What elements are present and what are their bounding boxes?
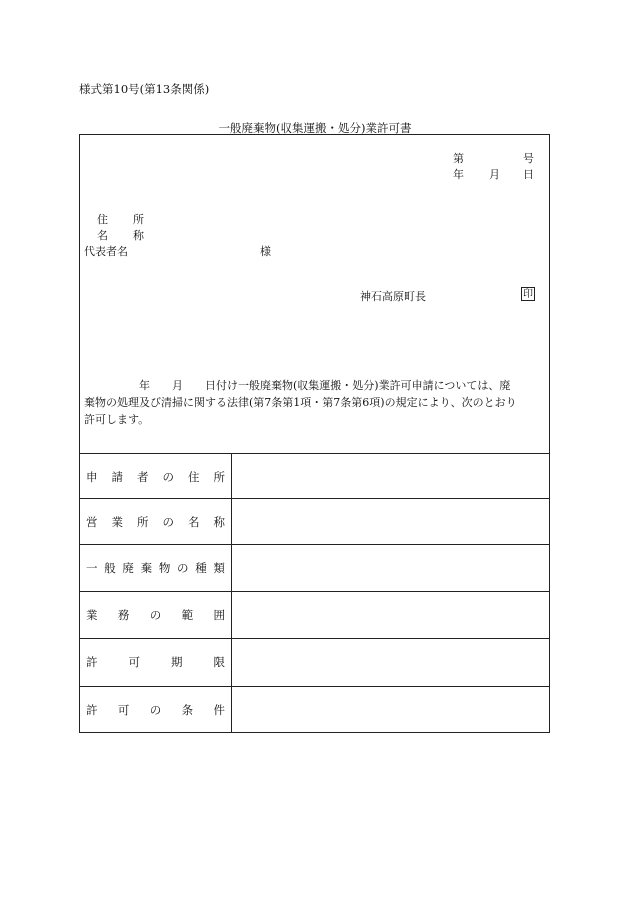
row-waste-type: [79, 544, 550, 591]
row-value-field[interactable]: [232, 592, 550, 638]
row-label: 許 可 期 限: [86, 655, 225, 669]
representative-label: 代表者名: [84, 245, 128, 258]
doc-number-dai: 第: [453, 152, 464, 165]
row-label: 一 般 廃 棄 物 の 種 類: [86, 561, 225, 575]
doc-number-go: 号: [523, 152, 534, 165]
row-label: 申 請 者 の 住 所: [86, 470, 225, 484]
row-permit-conditions: [79, 686, 550, 733]
row-label: 業 務 の 範 囲: [86, 608, 225, 622]
body-line-2: 棄物の処理及び清掃に関する法律(第7条第1項・第7条第6項)の規定により、次のとおり: [84, 396, 517, 409]
document-title: 一般廃棄物(収集運搬・処分)業許可書: [218, 121, 412, 135]
issuer-name: 神石高原町長: [360, 290, 426, 303]
permit-body-text: [84, 377, 550, 428]
row-business-scope: [79, 591, 550, 638]
body-line-3: 許可します。: [84, 413, 150, 426]
row-value-field[interactable]: [232, 639, 550, 685]
row-applicant-address: [79, 453, 550, 500]
row-value-field[interactable]: [232, 499, 550, 545]
form-number: 様式第10号(第13条関係): [79, 82, 210, 96]
row-value-field[interactable]: [232, 545, 550, 591]
row-permit-period: [79, 638, 550, 685]
address-label: 住 所: [97, 213, 144, 226]
seal-mark: 印: [523, 289, 533, 300]
row-value-field[interactable]: [232, 454, 550, 500]
name-label: 名 称: [97, 229, 144, 242]
row-label: 許 可 の 条 件: [86, 703, 225, 717]
date-month-label: 月: [489, 168, 500, 181]
body-line-1: 年 月 日付け一般廃棄物(収集運搬・処分)業許可申請については、廃: [84, 379, 511, 392]
row-office-name: [79, 498, 550, 545]
date-day-label: 日: [523, 168, 534, 181]
row-label: 営 業 所 の 名 称: [86, 515, 225, 529]
date-year-label: 年: [453, 168, 464, 181]
honorific-sama: 様: [260, 245, 271, 258]
row-value-field[interactable]: [232, 687, 550, 733]
permit-details-table: [79, 453, 550, 733]
